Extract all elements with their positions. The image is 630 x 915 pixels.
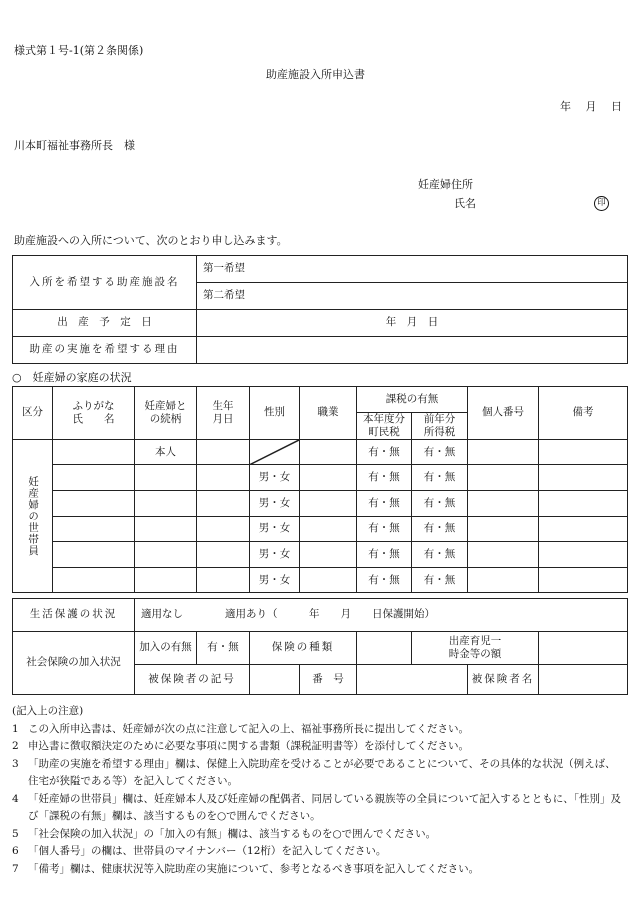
name-cell[interactable] <box>53 465 135 491</box>
tax-previous-cell[interactable]: 有・無 <box>412 567 468 593</box>
intro-text: 助産施設への入所について、次のとおり申し込みます。 <box>14 234 288 247</box>
due-date-label: 出 産 予 定 日 <box>13 310 197 337</box>
relation-cell[interactable] <box>135 465 197 491</box>
col-tax-previous-bottom: 所得税 <box>423 425 456 438</box>
seal-icon: 印 <box>594 196 609 211</box>
note-item <box>12 738 624 756</box>
due-date-field[interactable]: 年 月 日 <box>197 310 628 337</box>
col-notes: 備考 <box>539 387 628 440</box>
col-kubun: 区分 <box>13 387 53 440</box>
note-number: 6 <box>12 845 19 857</box>
relation-cell[interactable] <box>135 542 197 568</box>
birth-cell[interactable] <box>197 516 250 542</box>
note-number: 1 <box>12 722 19 735</box>
col-tax: 課税の有無 <box>357 387 468 413</box>
birth-cell[interactable] <box>197 465 250 491</box>
facility-label: 入所を希望する助産施設名 <box>13 256 197 310</box>
col-birth <box>197 387 250 440</box>
note-number: 2 <box>12 740 19 752</box>
facility-choice-2[interactable]: 第二希望 <box>197 283 628 310</box>
col-tax-current <box>357 412 412 439</box>
lump-sum-top: 出産育児一 <box>448 634 502 647</box>
diagonal-line <box>250 440 299 465</box>
name-cell[interactable] <box>53 542 135 568</box>
id-cell[interactable] <box>468 465 539 491</box>
tax-current-cell[interactable]: 有・無 <box>357 516 412 542</box>
insured-name-label: 被保険者名 <box>468 665 539 695</box>
tax-previous-cell[interactable]: 有・無 <box>412 465 468 491</box>
household-table <box>12 386 628 593</box>
note-text: この入所申込書は、妊産婦が次の点に注意して記入の上、福祉事務所長に提出してください。 <box>28 722 469 735</box>
col-relation-top: 妊産婦と <box>144 399 187 412</box>
reason-field[interactable] <box>197 337 628 364</box>
date-month: 月 <box>585 100 597 113</box>
lump-sum-field[interactable] <box>539 632 628 665</box>
notes-section <box>12 703 624 878</box>
notes-cell[interactable] <box>539 439 628 465</box>
date-year: 年 <box>560 100 571 113</box>
welfare-field[interactable] <box>135 599 628 632</box>
job-cell[interactable] <box>300 491 357 517</box>
id-cell[interactable] <box>468 516 539 542</box>
note-item <box>12 861 624 879</box>
number-field[interactable] <box>357 665 468 695</box>
name-cell[interactable] <box>53 516 135 542</box>
col-birth-bottom: 月日 <box>212 412 234 425</box>
household-heading: ○ 妊産婦の家庭の状況 <box>12 371 132 384</box>
col-id: 個人番号 <box>468 387 539 440</box>
lump-sum-bottom: 時金等の額 <box>448 648 502 660</box>
applicant-address-label: 妊産婦住所 <box>418 178 473 191</box>
note-item <box>12 756 624 791</box>
col-tax-previous <box>412 412 468 439</box>
job-cell[interactable] <box>300 567 357 593</box>
welfare-none[interactable]: 適用なし <box>141 608 183 621</box>
name-cell[interactable] <box>53 567 135 593</box>
table-row <box>13 542 628 568</box>
note-number: 7 <box>12 862 19 875</box>
enroll-option[interactable]: 有・無 <box>197 632 250 665</box>
tax-current-cell[interactable]: 有・無 <box>357 465 412 491</box>
col-birth-top: 生年 <box>212 399 234 412</box>
household-group-label <box>13 439 53 593</box>
id-cell[interactable] <box>468 567 539 593</box>
birth-cell[interactable] <box>197 542 250 568</box>
note-text: 「個人番号」の欄は、世帯員のマイナンバー（12桁）を記入してください。 <box>28 845 387 857</box>
tax-previous-cell[interactable]: 有・無 <box>412 491 468 517</box>
date-line <box>560 101 622 112</box>
notes-title: (記入上の注意) <box>12 705 84 717</box>
col-tax-previous-top: 前年分 <box>423 412 456 425</box>
lump-sum-label <box>412 632 539 665</box>
sex-cell-self <box>250 439 300 465</box>
insurance-label: 社会保険の加入状況 <box>13 632 135 695</box>
birth-cell[interactable] <box>197 567 250 593</box>
addressee: 川本町福祉事務所長 様 <box>14 139 135 152</box>
enroll-label: 加入の有無 <box>135 632 197 665</box>
tax-current-cell[interactable]: 有・無 <box>357 567 412 593</box>
relation-cell[interactable] <box>135 567 197 593</box>
sex-cell[interactable]: 男・女 <box>250 491 300 517</box>
insured-name-field[interactable] <box>539 665 628 695</box>
relation-cell[interactable] <box>135 516 197 542</box>
name-cell[interactable] <box>53 439 135 465</box>
date-day: 日 <box>611 100 622 113</box>
welfare-label: 生活保護の状況 <box>13 599 135 632</box>
self-label: 本人 <box>135 439 197 465</box>
tax-previous-cell[interactable]: 有・無 <box>412 516 468 542</box>
applicant-name-label: 氏名 <box>454 197 476 210</box>
id-cell[interactable] <box>468 491 539 517</box>
table-row <box>13 516 628 542</box>
note-text: 「助産の実施を希望する理由」欄は、保健上入院助産を受けることが必要であることについて、その具体的な状況（例えば、住宅が狭隘である等）を記入してください。 <box>28 757 616 787</box>
note-text: 「妊産婦の世帯員」欄は、妊産婦本人及び妊産婦の配偶者、同居している親族等の全員について記入するとともに、「性別」及び「課税の有無」欄は、該当するものを○で囲んでください。 <box>28 792 622 822</box>
tax-previous-cell[interactable]: 有・無 <box>412 439 468 465</box>
table-row <box>13 567 628 593</box>
name-cell[interactable] <box>53 491 135 517</box>
notes-cell[interactable] <box>539 491 628 517</box>
seal-mark <box>594 196 609 211</box>
note-text: 「備考」欄は、健康状況等入院助産の実施について、参考となるべき事項を記入してください。 <box>28 862 480 875</box>
table-row <box>13 439 628 465</box>
note-item <box>12 721 624 739</box>
note-text: 申込書に徴収額決定のために必要な事項に関する書類（課税証明書等）を添付してください。 <box>28 740 469 752</box>
sex-cell[interactable]: 男・女 <box>250 542 300 568</box>
birth-cell[interactable] <box>197 491 250 517</box>
note-item <box>12 843 624 861</box>
id-cell[interactable] <box>468 439 539 465</box>
number-label: 番 号 <box>300 665 357 695</box>
job-cell[interactable] <box>300 465 357 491</box>
symbol-label: 被保険者の記号 <box>135 665 250 695</box>
tax-current-cell[interactable]: 有・無 <box>357 542 412 568</box>
col-sex: 性別 <box>250 387 300 440</box>
note-number: 5 <box>12 827 19 840</box>
reason-label: 助産の実施を希望する理由 <box>13 337 197 364</box>
birth-cell[interactable] <box>197 439 250 465</box>
insurance-type-label: 保険の種類 <box>250 632 357 665</box>
notes-cell[interactable] <box>539 516 628 542</box>
col-furigana <box>53 387 135 440</box>
tax-current-cell[interactable]: 有・無 <box>357 491 412 517</box>
job-cell[interactable] <box>300 439 357 465</box>
note-item <box>12 791 624 826</box>
sex-cell[interactable]: 男・女 <box>250 465 300 491</box>
insurance-type-field[interactable] <box>357 632 412 665</box>
col-relation-bottom: の続柄 <box>149 412 182 425</box>
tax-current-cell[interactable]: 有・無 <box>357 439 412 465</box>
job-cell[interactable] <box>300 542 357 568</box>
table-row <box>13 465 628 491</box>
col-relation <box>135 387 197 440</box>
notes-cell[interactable] <box>539 465 628 491</box>
col-furigana-top: ふりがな <box>72 399 115 412</box>
facility-choice-1[interactable]: 第一希望 <box>197 256 628 283</box>
form-code: 様式第１号-1(第２条関係) <box>14 44 144 57</box>
note-item <box>12 826 624 844</box>
job-cell[interactable] <box>300 516 357 542</box>
notes-cell[interactable] <box>539 542 628 568</box>
sex-cell[interactable]: 男・女 <box>250 516 300 542</box>
welfare-applied[interactable]: 適用あり（ 年 月 日保護開始） <box>225 608 435 621</box>
household-group-text: 妊産婦の世帯員 <box>27 475 40 557</box>
request-table <box>12 255 628 364</box>
note-number: 4 <box>12 792 19 805</box>
note-number: 3 <box>12 757 19 770</box>
sex-cell[interactable]: 男・女 <box>250 567 300 593</box>
document-title: 助産施設入所申込書 <box>266 68 365 81</box>
status-table <box>12 598 628 695</box>
symbol-field[interactable] <box>250 665 300 695</box>
col-furigana-bottom: 氏 名 <box>72 412 115 425</box>
notes-list <box>12 721 624 879</box>
id-cell[interactable] <box>468 542 539 568</box>
col-tax-current-bottom: 町民税 <box>368 425 400 438</box>
notes-cell[interactable] <box>539 567 628 593</box>
col-job: 職業 <box>300 387 357 440</box>
note-text: 「社会保険の加入状況」の「加入の有無」欄は、該当するものを○で囲んでください。 <box>28 827 437 840</box>
col-tax-current-top: 本年度分 <box>363 412 405 425</box>
table-row <box>13 491 628 517</box>
relation-cell[interactable] <box>135 491 197 517</box>
tax-previous-cell[interactable]: 有・無 <box>412 542 468 568</box>
